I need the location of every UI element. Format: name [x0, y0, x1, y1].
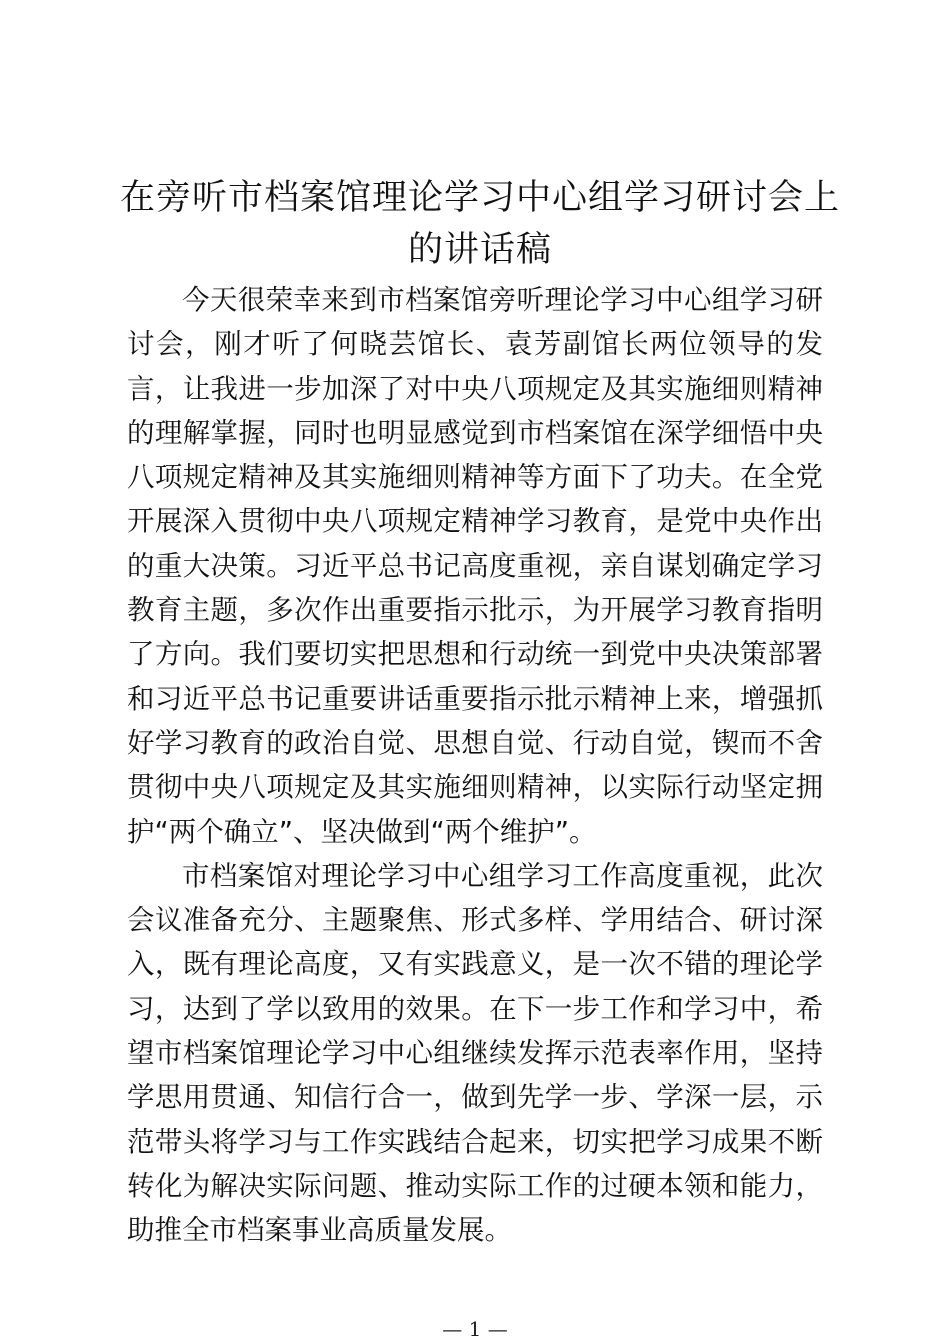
- paragraph-1: 今天很荣幸来到市档案馆旁听理论学习中心组学习研讨会，刚才听了何晓芸馆长、袁芳副馆长两位领导的发言，让我进一步加深了对中央八项规定及其实施细则精神的理解掌握，同时也明显感觉到市档案馆在深学细悟中央八项规定精神及其实施细则精神等方面下了功夫。在全党开展深入贯彻中央八项规定精神学习教育，是党中央作出的重大决策。习近平总书记高度重视，亲自谋划确定学习教育主题，多次作出重要指示批示，为开展学习教育指明了方向。我们要切实把思想和行动统一到党中央决策部署和习近平总书记重要讲话重要指示批示精神上来，增强抓好学习教育的政治自觉、思想自觉、行动自觉，锲而不舍贯彻中央八项规定及其实施细则精神，以实际行动坚定拥护“两个确立”、坚决做到“两个维护”。: [127, 284, 823, 848]
- paragraph-2: 市档案馆对理论学习中心组学习工作高度重视，此次会议准备充分、主题聚焦、形式多样、学用结合、研讨深入，既有理论高度，又有实践意义，是一次不错的理论学习，达到了学以致用的效果。在下一步工作和学习中，希望市档案馆理论学习中心组继续发挥示范表率作用，坚持学思用贯通、知信行合一，做到先学一步、学深一层，示范带头将学习与工作实践结合起来，切实把学习成果不断转化为解决实际问题、推动实际工作的过硬本领和能力，助推全市档案事业高质量发展。: [127, 859, 823, 1247]
- document-title: 在旁听市档案馆理论学习中心组学习研讨会上的讲话稿: [120, 178, 841, 270]
- document-body: [127, 278, 823, 1253]
- page-number: — 1 —: [442, 1317, 508, 1341]
